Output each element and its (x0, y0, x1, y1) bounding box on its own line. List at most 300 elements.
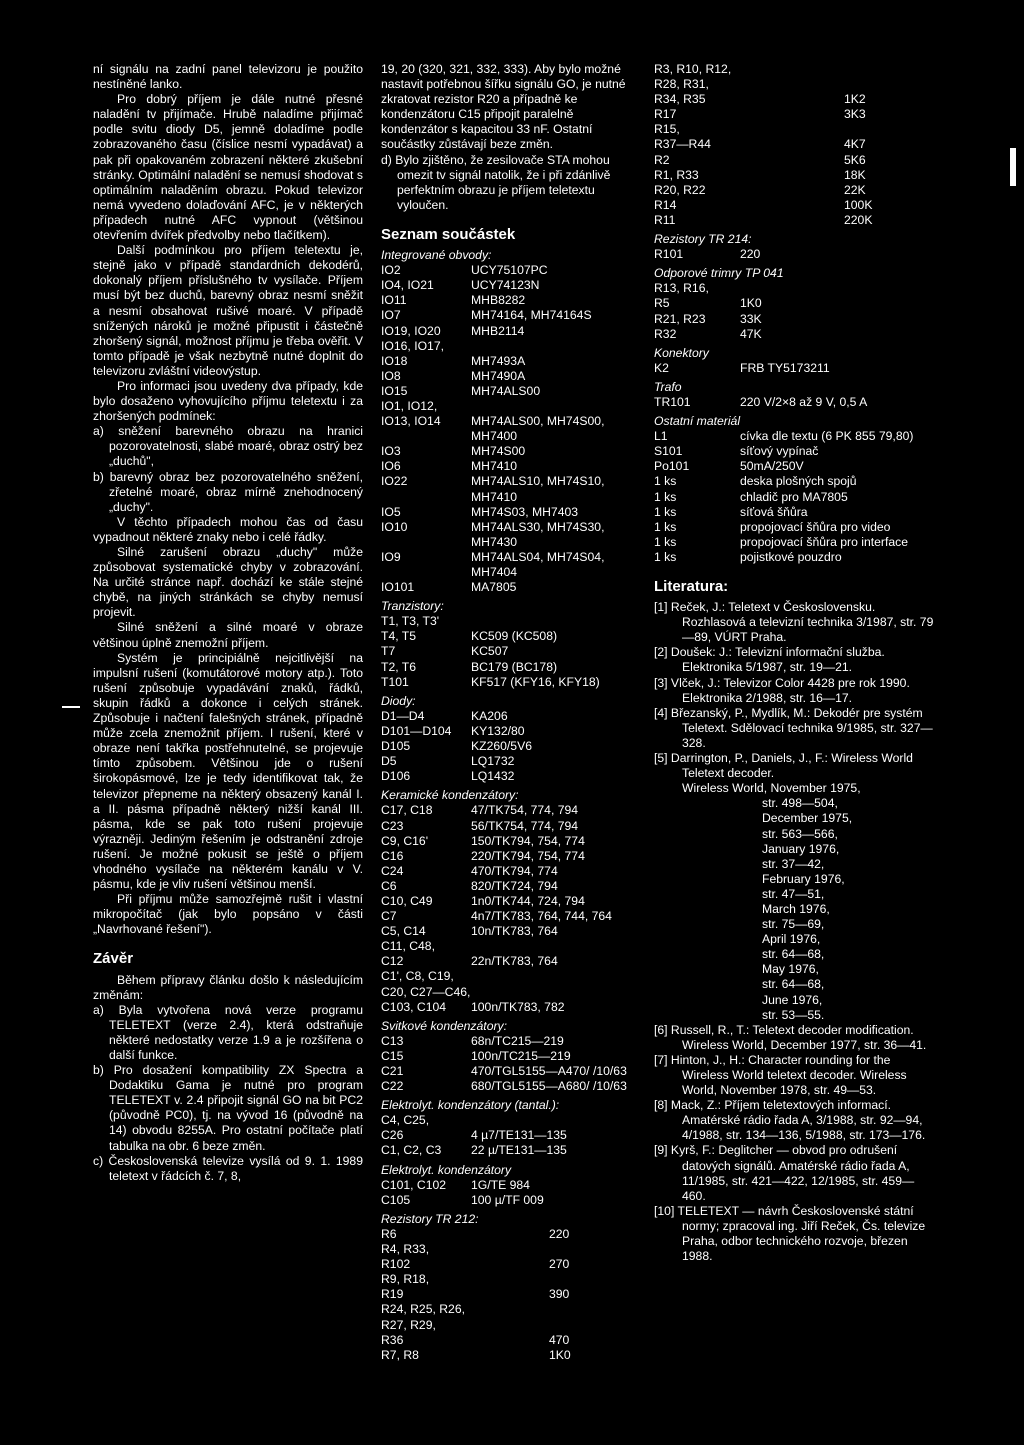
part-ref: R32 (654, 326, 677, 341)
parts-row (654, 213, 884, 228)
part-ref: C22 (381, 1079, 404, 1094)
part-value: 4 µ7/TE131—135 (471, 1128, 567, 1143)
reference-continuation: May 1976, (762, 962, 819, 977)
parts-row (654, 459, 936, 474)
list-item: b) Pro dosažení kompatibility ZX Spectra a Dodaktiku Gama je nutné pro program TELETEXT v. 2.4 připojit signál GO na bit PC2 (původně PC0), tj. na vývod 16 (původně na 14) obvodu 8255A. Pro ostatní počítače platí tabulka na obr. 6 beze změn. (93, 1063, 363, 1153)
paragraph: Pro dobrý příjem je dále nutné přesné naladění tv přijímače. Hrubě naladíme přijímač podle svitu diody D5, jemně doladíme podle zobrazovaného času (číslice nesmí vypadávat) a pak při opakovaném zobrazení některé zkušební stránky. Optimální naladění se nemusí shodovat s optimálním naladěním obrazu. Pokud televizor nemá vyvedeno dolaďování AFC, je v některých případech nutné AFC vypnout (většinou otevřením dvířek předvolby nebo tlačítkem). (93, 92, 363, 243)
reference-continuation: Wireless World, November 1975, (682, 781, 861, 796)
part-ref: IO2 (381, 263, 401, 278)
part-value: UCY75107PC (471, 263, 548, 278)
list-item: c) Československá televize vysílá od 9. 1. 1989 teletext v řádcích č. 7, 8, (93, 1153, 363, 1183)
category-title: Elektrolyt. kondenzátory (tantal.): (381, 1098, 560, 1113)
part-ref: R2 (654, 152, 670, 167)
part-ref: R21, R23 (654, 311, 706, 326)
parts-row (381, 939, 643, 954)
category-title: Diody: (381, 693, 416, 708)
part-ref: C26 (381, 1128, 404, 1143)
part-value: 820/TK724, 794 (471, 878, 558, 893)
category-title: Konektory (654, 345, 709, 360)
part-value: FRB TY5173211 (740, 360, 830, 375)
part-value: 22K (844, 182, 866, 197)
part-value: 56/TK754, 774, 794 (471, 818, 579, 833)
part-ref: IO19, IO20 (381, 323, 441, 338)
parts-row (381, 444, 643, 459)
part-ref: C105 (381, 1192, 411, 1207)
part-ref: D5 (381, 754, 397, 769)
parts-row (381, 709, 643, 724)
part-value: 100n/TK783, 782 (471, 999, 565, 1014)
parts-row (654, 490, 936, 505)
part-ref: C23 (381, 818, 404, 833)
parts-row (381, 834, 643, 849)
part-value: síťová šňůra (740, 504, 808, 519)
column-2 (381, 62, 643, 1363)
part-value: cívka dle textu (6 PK 855 79,80) (740, 429, 914, 444)
part-value (471, 1113, 643, 1128)
reference-continuation: str. 563—566, (762, 826, 838, 841)
parts-row (654, 281, 936, 296)
part-ref: C15 (381, 1048, 404, 1063)
parts-row (381, 1302, 643, 1317)
parts-row (654, 137, 884, 152)
reference-continuation: str. 498—504, (762, 796, 838, 811)
parts-row (381, 629, 643, 644)
part-value: chladič pro MA7805 (740, 489, 848, 504)
part-ref: Po101 (654, 459, 690, 474)
part-value: 220K (844, 212, 873, 227)
category-title: Odporové trimry TP 041 (654, 266, 784, 281)
parts-row (381, 819, 643, 834)
part-value: 220 (549, 1226, 570, 1241)
parts-row (381, 924, 643, 939)
paragraph: 19, 20 (320, 321, 332, 333). Aby bylo možné nastavit potřebnou šířku signálu GO, je nutné zkratovat rezistor R20 a případně ke kondenzátoru C15 připojit paralelně kondenzátor s kapacitou 33 nF. Ostatní součástky zůstávají beze změn. (381, 62, 626, 152)
part-value (471, 399, 643, 414)
part-ref: 1 ks (654, 519, 677, 534)
reference-item: [1] Reček, J.: Teletext v Československu. Rozhlasová a televizní technika 3/1987, str. 79—89, VÚRT Praha. (654, 600, 934, 645)
parts-row (381, 1242, 643, 1257)
parts-row (381, 474, 643, 504)
parts-row (381, 520, 643, 550)
part-ref: R19 (381, 1287, 404, 1302)
part-ref: R14 (654, 197, 677, 212)
parts-row (381, 909, 643, 924)
parts-row (381, 1348, 643, 1363)
parts-row (381, 339, 643, 354)
category-title: Svitkové kondenzátory: (381, 1018, 508, 1033)
parts-row (654, 395, 936, 410)
paragraph: Během přípravy článku došlo k následujícím změnám: (93, 972, 363, 1002)
parts-row (381, 660, 643, 675)
paragraph: V těchto případech mohou čas od času vypadnout některé znaky nebo i celé řádky. (93, 514, 363, 544)
part-value: KF517 (KFY16, KFY18) (471, 674, 600, 689)
category-title: Keramické kondenzátory: (381, 788, 519, 803)
parts-row (654, 520, 936, 535)
reference-continuation: January 1976, (762, 841, 840, 856)
parts-row (381, 769, 643, 784)
margin-dash (62, 706, 80, 708)
reference-item: [10] TELETEXT — návrh Československé státní normy; zpracoval ing. Jiří Reček, Čs. televize Praha, odbor technického rozvoje, březen 1988. (654, 1203, 926, 1264)
part-ref: R7, R8 (381, 1347, 419, 1362)
reference-item: [8] Mack, Z.: Příjem teletextových informací. Amatérské rádio řada A, 3/1988, str. 92—94, 4/1988, str. 134—136, 5/1988, str. 173—176. (654, 1098, 926, 1143)
part-value: 5K6 (844, 152, 866, 167)
parts-row (381, 803, 643, 818)
part-value: KZ260/5V6 (471, 739, 532, 754)
part-value: 470 (549, 1332, 570, 1347)
part-value: BC179 (BC178) (471, 659, 558, 674)
parts-row (381, 399, 643, 414)
paragraph: ní signálu na zadní panel televizoru je použito nestíněné lanko. (93, 62, 363, 92)
parts-row (381, 459, 643, 474)
part-value: propojovací šňůra pro interface (740, 534, 909, 549)
parts-row (654, 77, 884, 92)
parts-row (654, 327, 936, 342)
list-item: d) Bylo zjištěno, že zesilovače STA mohou omezit tv signál natolik, že i při zdánlivě perfektním obrazu je příjem teletextu vyloučen. (381, 152, 611, 212)
parts-row (654, 62, 884, 77)
parts-row (381, 644, 643, 659)
part-ref: D106 (381, 769, 411, 784)
part-value: LQ1732 (471, 754, 515, 769)
part-ref: C11, C48, (381, 939, 435, 954)
parts-row (381, 1113, 643, 1128)
part-value: MH74ALS10, MH74S10, MH7410 (471, 474, 605, 504)
parts-row (381, 1000, 643, 1015)
reference-item: [7] Hinton, J., H.: Character rounding for the Wireless World teletext decoder. Wireless World, November 1978, str. 49—53. (654, 1052, 907, 1098)
part-value (549, 1242, 643, 1257)
part-value: MH74ALS00 (471, 383, 541, 398)
reference-continuation: str. 64—68, (762, 977, 825, 992)
part-ref: C9, C16' (381, 833, 429, 848)
part-value (471, 969, 643, 984)
part-ref: R6 (381, 1226, 397, 1241)
parts-row (654, 444, 936, 459)
part-value: MHB8282 (471, 293, 526, 308)
parts-row (654, 429, 936, 444)
reference-continuation: April 1976, (762, 932, 821, 947)
part-ref: IO1, IO12, (381, 398, 438, 413)
part-value (471, 339, 643, 354)
parts-row (381, 864, 643, 879)
reference-continuation: str. 75—69, (762, 917, 825, 932)
part-value: MH74164, MH74164S (471, 308, 592, 323)
part-value: 470/TGL5155—A470/ /10/63 (471, 1064, 627, 1078)
reference-continuation: str. 37—42, (762, 856, 825, 871)
part-value (844, 122, 884, 137)
part-value (844, 62, 884, 77)
part-ref: C1, C2, C3 (381, 1143, 442, 1158)
paragraph: Další podmínkou pro příjem teletextu je, stejně jako v případě standardních dekodérů, dokonalý příjem příslušného tv vysílače. Příjem musí být bez duchů, barevný obraz nesmí sněžit a nesmí obsahovat rušivé moaré. V případě snížených nároků je možné připustit i částečně zhoršený signál, možnost příjmu je třeba ověřit. V tomto případě je však nezbytně nutné doplnit do televizoru zvláštní videovýstup. (93, 243, 363, 378)
part-value: síťový vypínač (740, 444, 819, 459)
part-ref: R20, R22 (654, 182, 706, 197)
part-ref: C10, C49 (381, 893, 433, 908)
parts-row (654, 550, 936, 565)
part-value: 680/TGL5155—A680/ /10/63 (471, 1079, 627, 1094)
part-ref: R102 (381, 1257, 411, 1272)
part-ref: IO7 (381, 308, 401, 323)
reference-item: [5] Darrington, P., Daniels, J., F.: Wireless World Teletext decoder. (654, 751, 913, 781)
part-value: 1K2 (844, 92, 866, 107)
part-ref: L1 (654, 429, 668, 444)
parts-row (381, 580, 643, 595)
column-1 (93, 62, 363, 1184)
part-ref: IO18 (381, 353, 408, 368)
parts-row (381, 1193, 643, 1208)
list-item: a) Byla vytvořena nová verze programu TELETEXT (verze 2.4), která odstraňuje některé nedostatky verze 1.9 a je rozšířena o další funkce. (93, 1002, 363, 1062)
part-value (549, 1302, 643, 1317)
parts-row (381, 724, 643, 739)
parts-row (381, 1227, 643, 1242)
part-value: MH7490A (471, 368, 526, 383)
part-value: 470/TK794, 774 (471, 863, 558, 878)
part-value: 68n/TC215—219 (471, 1033, 564, 1048)
margin-bar (1010, 148, 1016, 186)
column-3 (654, 62, 936, 1264)
part-value: LQ1432 (471, 769, 515, 784)
part-value: pojistkové pouzdro (740, 549, 842, 564)
part-value: 47K (740, 326, 762, 341)
parts-row (381, 969, 643, 984)
part-value: propojovací šňůra pro video (740, 519, 891, 534)
part-value: MA7805 (471, 580, 517, 595)
parts-row (381, 754, 643, 769)
part-value: 10n/TK783, 764 (471, 924, 558, 939)
parts-row (381, 1034, 643, 1049)
part-value: 47/TK754, 774, 794 (471, 803, 579, 818)
part-ref: IO15 (381, 383, 408, 398)
part-value (549, 1318, 643, 1333)
parts-row (381, 263, 643, 278)
parts-row (381, 354, 643, 369)
reference-item: [3] Vlček, J.: Televizor Color 4428 pre rok 1990. Elektronika 2/1988, str. 16—17. (654, 675, 910, 705)
category-title: Rezistory TR 212: (381, 1211, 479, 1226)
paragraph: Systém je principiálně nejcitlivější na impulsní rušení (komutátorové motory atp.). Toto rušení způsobuje vypadávání znaků, řádků, skupin řádků a dokonce i celých stránek. Způsobuje i načtení falešných stránek, případně může zcela znemožnit příjem. I rušení, které v obraze není takřka postřehnutelné, se projevuje tímto způsobem. Většinou jde o rušení širokopásmové, lze je tedy identifikovat tak, že televizor přepneme na některý obsazený kanál I. a II. pásma případně některý nižší kanál III. pásma, kde se pak toto rušení projevuje výrazněji. Jediným řešením je odstranění zdroje rušení. Je možné pokusit se ještě o příjem vhodného vysílače na některém kanálu v V. pásmu, kde je vliv rušení většinou menší. (93, 650, 363, 892)
part-value: KC509 (KC508) (471, 629, 558, 644)
part-value: MH74S00 (471, 444, 526, 459)
category-title: Tranzistory: (381, 599, 444, 614)
part-ref: R4, R33, (381, 1242, 430, 1257)
part-ref: IO10 (381, 519, 408, 534)
category-title: Ostatní materiál (654, 414, 741, 429)
part-value: 4n7/TK783, 764, 744, 764 (471, 909, 612, 924)
parts-row (381, 1079, 643, 1094)
part-ref: R11 (654, 212, 676, 227)
part-value: 100K (844, 197, 873, 212)
parts-row (654, 474, 936, 489)
part-value: 4K7 (844, 137, 866, 152)
part-value: KY132/80 (471, 723, 525, 738)
parts-row (654, 198, 884, 213)
reference-continuation: June 1976, (762, 992, 823, 1007)
paragraph: Silné zarušení obrazu „duchy" může způsobovat systematické chyby v zobrazování. Na určité stránce např. dochází ke stále stejné chybě, na jiných stránkách se chyby nemusí projevit. (93, 545, 363, 620)
parts-row (381, 278, 643, 293)
part-value: MH74ALS00, MH74S00, MH7400 (471, 414, 605, 444)
part-ref: C6 (381, 878, 397, 893)
parts-row (654, 168, 884, 183)
part-value: 390 (549, 1287, 570, 1302)
part-ref: R13, R16, (654, 281, 709, 296)
part-ref: R37—R44 (654, 137, 711, 152)
parts-row (381, 550, 643, 580)
list-item: b) barevný obraz bez pozorovatelného sněžení, zřetelné moaré, obraz mírně znehodnocený „duchy". (93, 469, 363, 514)
parts-row (654, 183, 884, 198)
part-ref: C7 (381, 909, 397, 924)
parts-row (381, 1272, 643, 1287)
parts-row (381, 849, 643, 864)
part-value (740, 281, 936, 296)
parts-row (381, 1257, 643, 1272)
list-item: a) sněžení barevného obrazu na hranici pozorovatelnosti, slabé moaré, obraz ostrý bez „duchů", (93, 424, 363, 469)
part-ref: C24 (381, 863, 404, 878)
part-ref: 1 ks (654, 489, 677, 504)
part-value: 100n/TC215—219 (471, 1048, 571, 1063)
parts-row (654, 247, 936, 262)
reference-continuation: December 1975, (762, 811, 853, 826)
part-ref: C13 (381, 1033, 404, 1048)
category-title: Rezistory TR 214: (654, 232, 752, 247)
reference-continuation: February 1976, (762, 871, 845, 886)
part-value: 1n0/TK744, 724, 794 (471, 893, 585, 908)
part-value: 220/TK794, 754, 774 (471, 848, 585, 863)
part-ref: R3, R10, R12, (654, 62, 732, 76)
part-ref: IO101 (381, 580, 415, 595)
parts-row (381, 675, 643, 690)
part-ref: IO6 (381, 459, 401, 474)
paragraph: Pro informaci jsou uvedeny dva případy, kde bylo dosaženo vyhovujícího příjmu teletextu i za zhoršených podmínek: (93, 378, 363, 424)
parts-row (381, 954, 643, 969)
part-ref: IO16, IO17, (381, 338, 445, 353)
category-title: Elektrolyt. kondenzátory (381, 1162, 512, 1177)
part-ref: C21 (381, 1064, 404, 1078)
paragraph: Při příjmu může samozřejmě rušit i vlastní mikropočítač (jak bylo popsáno v části „Navrhované řešení"). (93, 892, 363, 937)
part-ref: TR101 (654, 394, 691, 409)
part-ref: C12 (381, 954, 404, 969)
part-value: deska plošných spojů (740, 474, 857, 489)
part-ref: IO11 (381, 293, 407, 308)
part-ref: C103, C104 (381, 999, 447, 1014)
part-ref: 1 ks (654, 534, 677, 549)
part-ref: IO9 (381, 549, 401, 564)
part-ref: R24, R25, R26, (381, 1302, 466, 1317)
part-ref: R17 (654, 107, 677, 122)
part-value: 150/TK794, 754, 774 (471, 833, 585, 848)
parts-row (654, 107, 884, 122)
part-value: 220 (740, 247, 761, 262)
part-ref: IO4, IO21 (381, 278, 434, 293)
part-ref: C5, C14 (381, 924, 426, 939)
parts-row (381, 1128, 643, 1143)
part-value (471, 985, 643, 1000)
reference-item: [9] Kyrš, F.: Deglitcher — obvod pro odrušení datových signálů. Amatérské rádio řada A, 11/1985, str. 421—422, 12/1985, str. 459—460. (654, 1143, 915, 1203)
parts-row (381, 293, 643, 308)
part-value: MH7493A (471, 353, 526, 368)
part-value: KA206 (471, 708, 508, 723)
part-ref: R34, R35 (654, 92, 706, 107)
part-ref: C4, C25, (381, 1113, 430, 1128)
part-value: 220 V/2×8 až 9 V, 0,5 A (740, 394, 868, 409)
parts-row (654, 361, 936, 376)
part-ref: 1 ks (654, 474, 677, 489)
section-heading: Závěr (93, 950, 134, 968)
parts-row (381, 894, 643, 909)
part-value: 18K (844, 167, 866, 182)
part-ref: T4, T5 (381, 629, 416, 644)
part-ref: T7 (381, 644, 396, 659)
part-value: 1K0 (740, 296, 762, 311)
parts-row (654, 296, 936, 311)
part-ref: T1, T3, T3' (381, 614, 440, 629)
part-ref: S101 (654, 444, 683, 459)
part-ref: C17, C18 (381, 803, 433, 818)
part-ref: C1', C8, C19, (381, 969, 454, 984)
reference-continuation: str. 47—51, (762, 886, 825, 901)
parts-row (381, 308, 643, 323)
part-ref: R9, R18, (381, 1272, 430, 1287)
part-ref: C20, C27—C46, (381, 984, 471, 999)
parts-row (381, 1287, 643, 1302)
part-value: 50mA/250V (740, 459, 804, 474)
reference-item: [4] Březanský, P., Mydlík, M.: Dekodér pre systém Teletext. Sdělovací technika 9/1985, str. 327—328. (654, 705, 933, 750)
parts-row (654, 153, 884, 168)
part-ref: K2 (654, 360, 669, 375)
part-ref: D101—D104 (381, 723, 452, 738)
part-ref: R27, R29, (381, 1317, 436, 1332)
parts-row (381, 1318, 643, 1333)
parts-row (381, 1064, 643, 1079)
reference-continuation: str. 53—55. (762, 1007, 825, 1022)
parts-row (381, 1143, 643, 1158)
reference-item: [6] Russell, R., T.: Teletext decoder modification. Wireless World, December 1977, str. 36—41. (654, 1022, 927, 1052)
part-ref: T2, T6 (381, 659, 416, 674)
part-value (844, 77, 884, 92)
part-value: MH74S03, MH7403 (471, 504, 579, 519)
part-ref: C16 (381, 848, 404, 863)
parts-row (381, 384, 643, 399)
part-value: 3K3 (844, 107, 866, 122)
part-ref: IO22 (381, 474, 408, 489)
part-ref: IO3 (381, 444, 401, 459)
section-heading: Seznam součástek (381, 225, 516, 243)
parts-row (654, 312, 936, 327)
part-ref: 1 ks (654, 549, 677, 564)
reference-item: [2] Doušek: J.: Televizní informační služba. Elektronika 5/1987, str. 19—21. (654, 645, 885, 675)
parts-row (381, 739, 643, 754)
part-ref: R36 (381, 1332, 404, 1347)
part-ref: D105 (381, 739, 411, 754)
part-ref: R28, R31, (654, 77, 709, 92)
parts-row (381, 369, 643, 384)
parts-row (381, 879, 643, 894)
part-value: MH74ALS04, MH74S04, MH7404 (471, 549, 605, 579)
parts-row (654, 92, 884, 107)
part-value: MH74ALS30, MH74S30, MH7430 (471, 519, 605, 549)
part-value: 22 µ/TE131—135 (471, 1143, 567, 1158)
part-value: MHB2114 (471, 323, 525, 338)
reference-continuation: str. 64—68, (762, 947, 825, 962)
part-value: 100 µ/TF 009 (471, 1192, 544, 1207)
part-value (471, 939, 643, 954)
parts-row (381, 414, 643, 444)
category-title: Integrované obvody: (381, 248, 492, 263)
part-ref: 1 ks (654, 504, 677, 519)
part-ref: IO13, IO14 (381, 414, 441, 429)
part-value: MH7410 (471, 459, 518, 474)
section-heading: Literatura: (654, 578, 729, 595)
reference-continuation: March 1976, (762, 901, 830, 916)
part-ref: IO5 (381, 504, 401, 519)
part-ref: T101 (381, 674, 409, 689)
paragraph: Silné sněžení a silné moaré v obraze většinou úplně znemožní příjem. (93, 620, 363, 650)
part-ref: R101 (654, 247, 684, 262)
parts-row (381, 1178, 643, 1193)
